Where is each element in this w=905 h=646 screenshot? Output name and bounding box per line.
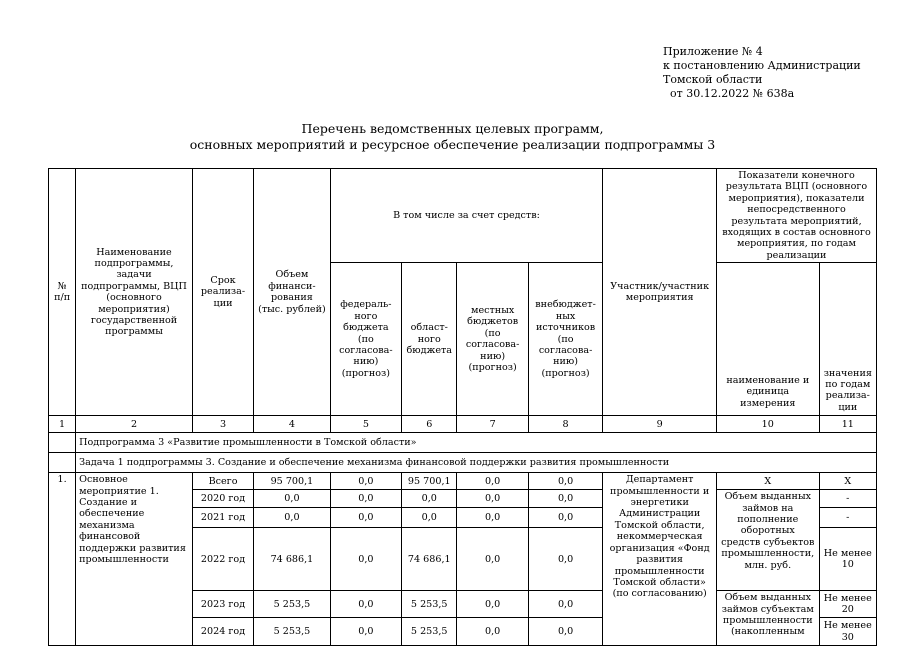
- indicator-value-total: Х: [819, 473, 876, 490]
- federal-cell: 0,0: [330, 591, 401, 618]
- indicator-name-1: Объем выданных займов на пополнение оборотных средств субъектов промышленности, млн. руб.: [716, 490, 819, 591]
- extra-cell: 0,0: [528, 508, 602, 528]
- header-indicator-values: значения по годам реализа-ции: [819, 263, 876, 416]
- extra-cell: 0,0: [528, 618, 602, 646]
- header-regional: област-ного бюджета: [402, 263, 457, 416]
- extra-cell: 0,0: [528, 528, 602, 591]
- volume-cell: 5 253,5: [254, 618, 330, 646]
- title-line: Перечень ведомственных целевых программ,: [301, 121, 604, 136]
- column-number: 1: [49, 416, 76, 433]
- title-line: основных мероприятий и ресурсное обеспечение реализации подпрограммы 3: [189, 137, 716, 152]
- indicator-name-total: Х: [716, 473, 819, 490]
- regional-cell: 74 686,1: [402, 528, 457, 591]
- header-num: № п/п: [49, 169, 76, 416]
- appendix-line: к постановлению Администрации: [663, 59, 861, 72]
- column-number: 8: [528, 416, 602, 433]
- header-local: местных бюджетов (по согласова-нию) (прогноз): [457, 263, 528, 416]
- federal-cell: 0,0: [330, 508, 401, 528]
- indicator-value: -: [819, 508, 876, 528]
- header-extra: внебюджет-ных источников (по согласова-нию) (прогноз): [528, 263, 602, 416]
- column-number: 3: [192, 416, 253, 433]
- header-indicator-name: наименование и единица измерения: [716, 263, 819, 416]
- regional-cell: 0,0: [402, 490, 457, 508]
- appendix-line: от 30.12.2022 № 638а: [670, 87, 795, 100]
- local-cell: 0,0: [457, 618, 528, 646]
- appendix-block: [663, 45, 861, 101]
- local-cell: 0,0: [457, 473, 528, 490]
- header-name: Наименование подпрограммы, задачи подпрограммы, ВЦП (основного мероприятия) государственной программы: [76, 169, 193, 416]
- year-cell: 2024 год: [192, 618, 253, 646]
- document-title: [0, 121, 905, 153]
- column-number: 7: [457, 416, 528, 433]
- subprogram-row: Подпрограмма 3 «Развитие промышленности в Томской области»: [76, 433, 877, 453]
- appendix-line: Приложение № 4: [663, 45, 763, 58]
- measure-participant: Департамент промышленности и энергетики Администрации Томской области, некоммерческая организация «Фонд развития промышленности Томской области» (по согласованию): [603, 473, 717, 646]
- empty-cell: [49, 453, 76, 473]
- column-number: 6: [402, 416, 457, 433]
- federal-cell: 0,0: [330, 490, 401, 508]
- year-cell: Всего: [192, 473, 253, 490]
- regional-cell: 5 253,5: [402, 591, 457, 618]
- local-cell: 0,0: [457, 508, 528, 528]
- header-including: В том числе за счет средств:: [330, 169, 603, 263]
- volume-cell: 0,0: [254, 508, 330, 528]
- extra-cell: 0,0: [528, 591, 602, 618]
- regional-cell: 0,0: [402, 508, 457, 528]
- federal-cell: 0,0: [330, 618, 401, 646]
- federal-cell: 0,0: [330, 473, 401, 490]
- extra-cell: 0,0: [528, 473, 602, 490]
- column-number: 10: [716, 416, 819, 433]
- header-volume: Объем финанси-рования (тыс. рублей): [254, 169, 330, 416]
- header-term: Срок реализа-ции: [192, 169, 253, 416]
- year-cell: 2020 год: [192, 490, 253, 508]
- task-row: Задача 1 подпрограммы 3. Создание и обеспечение механизма финансовой поддержки развития промышленности: [76, 453, 877, 473]
- local-cell: 0,0: [457, 591, 528, 618]
- indicator-name-2: Объем выданных займов субъектам промышленности (накопленным: [716, 591, 819, 646]
- program-table: [48, 168, 877, 646]
- indicator-value: Не менее 20: [819, 591, 876, 618]
- federal-cell: 0,0: [330, 528, 401, 591]
- measure-name: Основное мероприятие 1. Создание и обеспечение механизма финансовой поддержки развития промышленности: [76, 473, 193, 646]
- volume-cell: 95 700,1: [254, 473, 330, 490]
- volume-cell: 74 686,1: [254, 528, 330, 591]
- regional-cell: 95 700,1: [402, 473, 457, 490]
- local-cell: 0,0: [457, 490, 528, 508]
- column-number: 4: [254, 416, 330, 433]
- measure-number: 1.: [49, 473, 76, 646]
- empty-cell: [49, 433, 76, 453]
- volume-cell: 5 253,5: [254, 591, 330, 618]
- column-number: 5: [330, 416, 401, 433]
- extra-cell: 0,0: [528, 490, 602, 508]
- column-number: 9: [603, 416, 717, 433]
- volume-cell: 0,0: [254, 490, 330, 508]
- header-federal: федераль-ного бюджета (по согласова-нию) (прогноз): [330, 263, 401, 416]
- regional-cell: 5 253,5: [402, 618, 457, 646]
- year-cell: 2023 год: [192, 591, 253, 618]
- header-indicators: Показатели конечного результата ВЦП (основного мероприятия), показатели непосредственного результата мероприятий, входящих в состав основного мероприятия, по годам реализации: [716, 169, 876, 263]
- indicator-value: Не менее 10: [819, 528, 876, 591]
- indicator-value: -: [819, 490, 876, 508]
- local-cell: 0,0: [457, 528, 528, 591]
- header-participant: Участник/участник мероприятия: [603, 169, 717, 416]
- year-cell: 2021 год: [192, 508, 253, 528]
- column-number: 2: [76, 416, 193, 433]
- indicator-value: Не менее 30: [819, 618, 876, 646]
- year-cell: 2022 год: [192, 528, 253, 591]
- appendix-line: Томской области: [663, 73, 763, 86]
- column-number: 11: [819, 416, 876, 433]
